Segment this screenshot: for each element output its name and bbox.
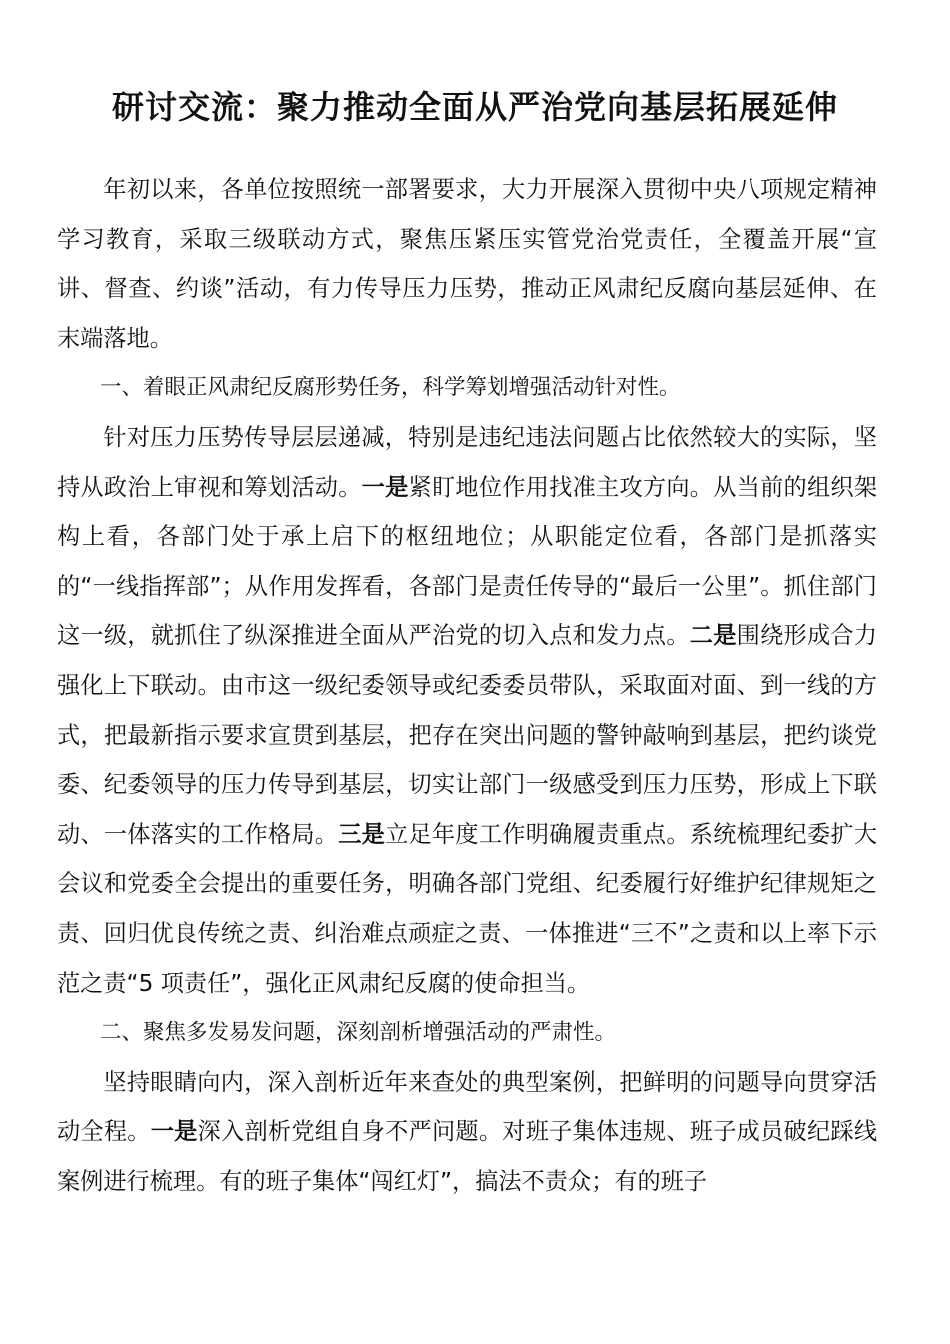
section-heading-2 <box>57 1008 877 1058</box>
section-heading-1 <box>57 363 877 413</box>
paragraph-intro <box>57 165 877 363</box>
bold-keyword: 一是 <box>150 1118 198 1146</box>
paragraph-section-1 <box>57 413 877 1008</box>
document-title: 研讨交流：聚力推动全面从严治党向基层拓展延伸 <box>111 88 838 127</box>
text-segment: 年初以来，各单位按照统一部署要求，大力开展深入贯彻中央八项规定精神学习教育，采取三级联动方式，聚焦压紧压实管党治党责任，全覆盖开展“宣讲、督查、约谈”活动，有力传导压力压势，推动正风肃纪反腐向基层延伸、在末端落地。 <box>57 176 877 352</box>
text-segment: 深入剖析党组自身不严问题。对班子集体违规、班子成员破纪踩线案例进行梳理。有的班子集体“闯红灯”，搞法不责众；有的班子 <box>57 1118 878 1195</box>
paragraph-section-2 <box>57 1058 877 1207</box>
text-segment: 坚持眼睛向内，深入剖析近年来查处的典型案例，把鲜明的问题导向贯穿活动全程。 <box>57 1068 877 1146</box>
text-segment: 围绕形成合力强化上下联动。由市这一级纪委领导或纪委委员带队，采取面对面、到一线的方式，把最新指示要求宣贯到基层，把存在突出问题的警钟敲响到基层，把约谈党委、纪委领导的压力传导到基层，切实让部门一级感受到压力压势，形成上下联动、一体落实的工作格局。 <box>57 622 878 848</box>
bold-keyword: 二是 <box>689 622 737 650</box>
text-segment: 紧盯地位作用找准主攻方向。从当前的组织架构上看，各部门处于承上启下的枢纽地位；从职能定位看，各部门是抓落实的“一线指挥部”；从作用发挥看，各部门是责任传导的“最后一公里”。抓住部门这一级，就抓住了纵深推进全面从严治党的切入点和发力点。 <box>57 473 878 650</box>
bold-keyword: 一是 <box>361 473 409 501</box>
text-segment: 二、聚焦多发易发问题，深刻剖析增强活动的严肃性。 <box>100 1020 617 1046</box>
text-segment: 针对压力压势传导层层递减，特别是违纪违法问题占比依然较大的实际，坚持从政治上审视和筹划活动。 <box>57 423 877 501</box>
bold-keyword: 三是 <box>338 820 386 848</box>
text-segment: 一、着眼正风肃纪反腐形势任务，科学筹划增强活动针对性。 <box>100 375 681 401</box>
document-body <box>57 165 877 1206</box>
text-segment: 立足年度工作明确履责重点。系统梳理纪委扩大会议和党委全会提出的重要任务，明确各部门党组、纪委履行好维护纪律规矩之责、回归优良传统之责、纠治难点顽症之责、一体推进“三不”之责和以上率下示范之责“5 项责任”，强化正风肃纪反腐的使命担当。 <box>57 820 878 997</box>
